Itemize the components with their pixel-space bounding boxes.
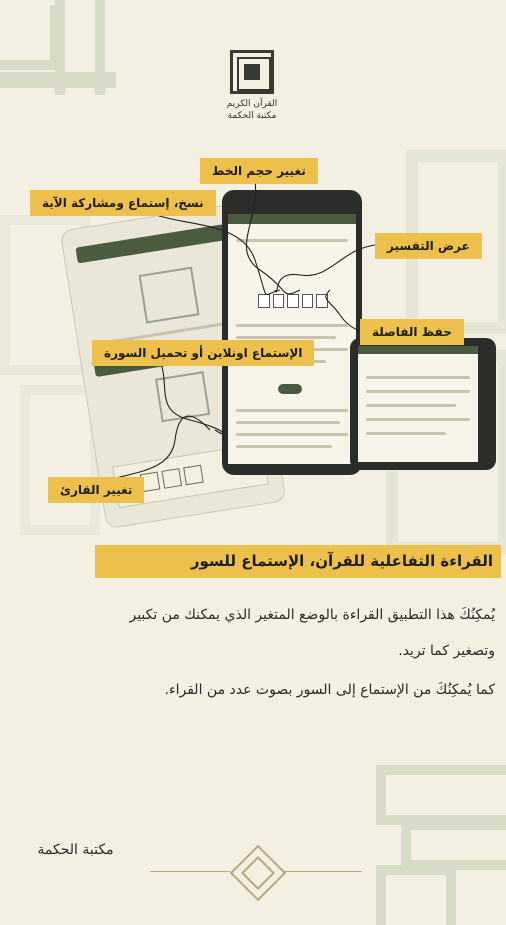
section-banner [95, 545, 501, 578]
footer-divider-right [282, 871, 362, 872]
callout-change-reader: تغيير القارئ [48, 477, 144, 503]
callout-font-size: تغيير حجم الخط [200, 158, 318, 184]
description-paragraph-1: يُمكِنُكَ هذا التطبيق القراءة بالوضع المتغير الذي يمكنك من تكبير وتصغير كما تريد. [129, 607, 495, 659]
footer-signature: مكتبة الحكمة [37, 842, 114, 858]
callout-bookmark: حفظ الفاصلة [360, 319, 464, 345]
app-subtitle: مكتبة الحكمة [227, 111, 277, 121]
callout-tafsir: عرض التفسير [375, 233, 482, 259]
section-title: القراءة التفاعلية للقرآن، الإستماع للسور [190, 552, 493, 570]
callout-copy-listen-share: نسخ، إستماع ومشاركة الآية [30, 190, 216, 216]
description-paragraph-2: كما يُمكِنُكَ من الإستماع إلى السور بصوت عدد من القراء. [164, 682, 495, 698]
callout-listen-download: الإستماع اونلاين أو تحميل السورة [92, 340, 314, 366]
app-name: القرآن الكريم [226, 99, 278, 109]
footer-divider-left [150, 871, 230, 872]
